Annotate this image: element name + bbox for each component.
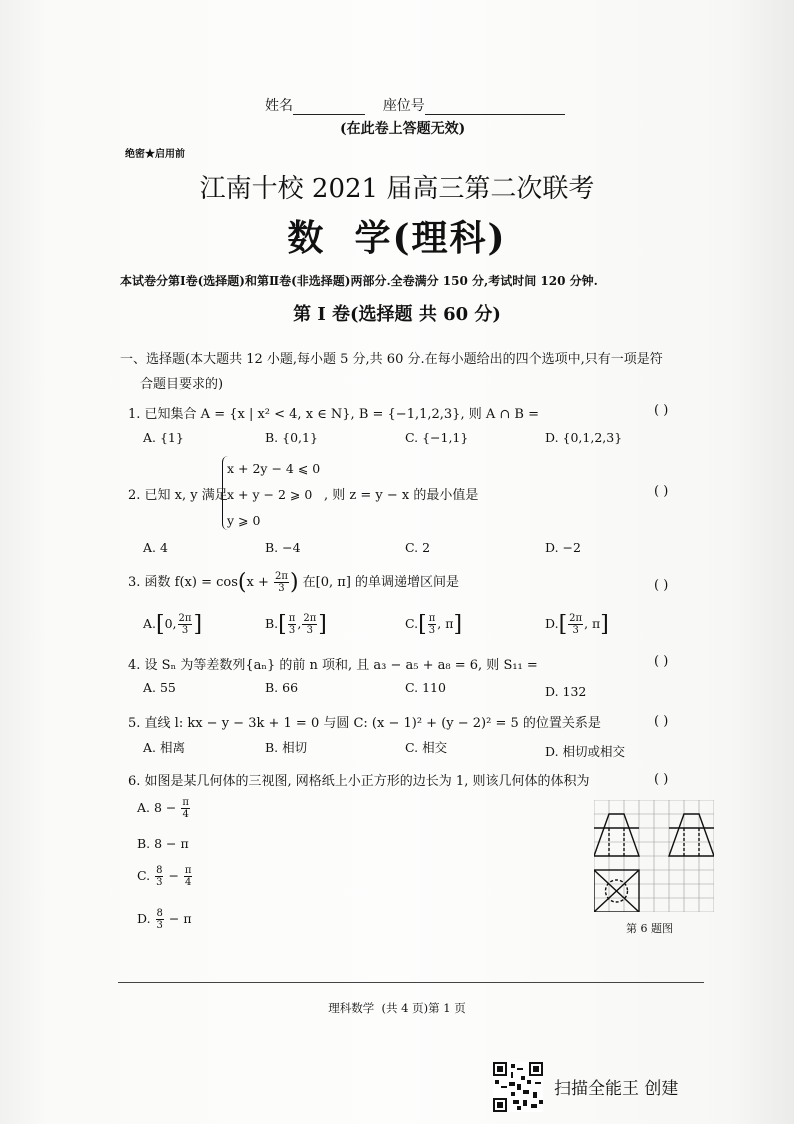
- q3-b-den1: 3: [288, 625, 296, 636]
- q2-suffix: , 则 z = y − x 的最小值是: [324, 488, 479, 503]
- side-view: [669, 814, 714, 856]
- q3-c-bracket-close: ]: [453, 612, 463, 637]
- q5-stem: 5. 直线 l: kx − y − 3k + 1 = 0 与圆 C: (x − 1)² + (y − 2)² = 5 的位置关系是: [128, 716, 601, 731]
- q2-constraints: [227, 456, 320, 534]
- q1-option-d: D. {0,1,2,3}: [545, 430, 623, 445]
- q3-d-bracket-close: ]: [600, 612, 609, 637]
- q3-b-bracket-open: [: [278, 612, 287, 637]
- q6-figure-caption: 第 6 题图: [626, 922, 673, 935]
- q3-a-left: 0,: [164, 616, 177, 631]
- q2-answer-paren: ( ): [654, 484, 669, 499]
- q3-option-b: B.[ $\frac{\pi}{3}$ , $\frac{2\pi}{3}$ ]: [265, 612, 327, 637]
- q3-paren-close: ): [289, 570, 299, 595]
- q3-b-label: B.: [265, 616, 279, 631]
- q3-option-d: [545, 612, 609, 637]
- q1-option-a: A. {1}: [143, 430, 184, 445]
- q6-c-num1: 8: [156, 865, 163, 876]
- q6-option-b: B. 8 − π: [137, 836, 189, 851]
- q3-suffix: 在[0, π] 的单调递增区间是: [302, 575, 460, 590]
- q3-paren-open: (: [237, 570, 247, 595]
- q6-d-label: D.: [137, 911, 151, 926]
- q6-d-right: − π: [168, 911, 192, 926]
- q3-option-a: [143, 612, 202, 637]
- q3-option-c: [405, 612, 462, 637]
- q1-stem: 1. 已知集合 A = {x | x² < 4, x ∈ N}, B = {−1,1,2,3}, 则 A ∩ B =: [128, 407, 539, 422]
- section-instruction-2: 合题目要求的): [140, 377, 224, 392]
- q1-option-b: B. {0,1}: [265, 430, 318, 445]
- q6-stem: 6. 如图是某几何体的三视图, 网格纸上小正方形的边长为 1, 则该几何体的体积为: [128, 774, 590, 789]
- exam-title: 江南十校 2021 届高三第二次联考: [199, 174, 595, 204]
- q1-answer-paren: ( ): [654, 403, 669, 418]
- q3-b-frac1: [288, 613, 297, 636]
- q2-constraint-2: x + y − 2 ⩾ 0: [227, 487, 313, 502]
- q6-c-den2: 4: [185, 877, 192, 888]
- name-blank: [293, 100, 365, 115]
- q6-c-mid: −: [168, 868, 179, 883]
- q3-d-num: 2π: [569, 613, 583, 624]
- q3-d-right: , π: [584, 616, 601, 631]
- q3-fraction: [274, 571, 289, 594]
- name-seat-line: [265, 95, 565, 115]
- q6-answer-paren: ( ): [654, 772, 669, 787]
- q3-a-bracket-open: [: [156, 612, 165, 637]
- q2-option-b: B. −4: [265, 540, 301, 555]
- q3-a-bracket-close: ]: [193, 612, 203, 637]
- q6-option-d: [137, 908, 192, 931]
- q6-d-frac: [156, 908, 164, 931]
- q4-option-a: A. 55: [143, 680, 176, 695]
- q6-a-den: 4: [182, 809, 189, 820]
- q3-c-num: π: [428, 613, 436, 624]
- q6-c-frac2: [184, 865, 193, 888]
- q3-a-label: A.: [143, 616, 157, 631]
- q3-frac-num: 2π: [275, 571, 288, 582]
- q3-d-den: 3: [572, 625, 579, 636]
- q3-frac-den: 3: [278, 583, 285, 594]
- q4-stem: 4. 设 Sₙ 为等差数列{aₙ} 的前 n 项和, 且 a₃ − a₅ + a₈ = 6, 则 S₁₁ =: [128, 658, 538, 673]
- exam-intro: 本试卷分第Ⅰ卷(选择题)和第Ⅱ卷(非选择题)两部分.全卷满分 150 分,考试时间 120 分钟.: [120, 274, 598, 288]
- q3-b-num1: π: [288, 613, 296, 624]
- q4-option-c: C. 110: [405, 680, 446, 695]
- q3-b-den2: 3: [306, 625, 313, 636]
- q2-option-c: C. 2: [405, 540, 431, 555]
- q3-a-num: 2π: [178, 613, 192, 624]
- q4-option-d: D. 132: [545, 684, 587, 699]
- q3-c-frac: [428, 613, 437, 636]
- q6-d-num: 8: [156, 908, 163, 919]
- q5-option-b: B. 相切: [265, 740, 308, 755]
- footer-rule: [118, 982, 704, 983]
- q6-c-den1: 3: [156, 877, 163, 888]
- q6-a-num: π: [182, 797, 189, 808]
- q6-three-view-figure: [594, 800, 714, 912]
- q6-c-frac1: [155, 865, 163, 888]
- page-footer: 理科数学 (共 4 页)第 1 页: [328, 1001, 466, 1015]
- q4-option-b: B. 66: [265, 680, 299, 695]
- q2-option-a: A. 4: [143, 540, 168, 555]
- secret-mark: 绝密★启用前: [125, 149, 185, 160]
- q3-c-bracket-open: [: [418, 612, 427, 637]
- q3-b-num2: 2π: [303, 613, 317, 624]
- q3-b-frac2: [302, 613, 317, 636]
- q6-c-label: C.: [137, 868, 151, 883]
- q3-a-den: 3: [181, 625, 189, 636]
- scanner-watermark-label: 扫描全能王 创建: [554, 1079, 679, 1099]
- seat-blank: [425, 100, 565, 115]
- subject-title: 数 学(理科): [287, 217, 507, 259]
- qr-code-icon: [493, 1062, 543, 1112]
- q2-constraint-3: y ⩾ 0: [227, 513, 261, 528]
- q3-stem: [128, 570, 459, 595]
- q2-option-d: D. −2: [545, 540, 581, 555]
- q3-c-label: C.: [405, 616, 419, 631]
- q6-a-frac: [181, 797, 190, 820]
- q2-prefix: 2. 已知 x, y 满足: [128, 488, 228, 503]
- q3-c-right: , π: [437, 616, 454, 631]
- q5-option-d: D. 相切或相交: [545, 744, 626, 759]
- q3-d-label: D.: [545, 616, 559, 631]
- section-title: 第 Ⅰ 卷(选择题 共 60 分): [293, 304, 501, 325]
- q4-answer-paren: ( ): [654, 654, 669, 669]
- invalid-note: (在此卷上答题无效): [340, 121, 466, 137]
- name-label: 姓名: [265, 98, 293, 114]
- q5-answer-paren: ( ): [654, 714, 669, 729]
- q3-b-bracket-close: ]: [318, 612, 327, 637]
- section-instruction-1: 一、选择题(本大题共 12 小题,每小题 5 分,共 60 分.在每小题给出的四个选项中,只有一项是符: [120, 352, 663, 367]
- q3-answer-paren: ( ): [654, 578, 669, 593]
- q6-option-a: [137, 797, 191, 820]
- q6-option-c: [137, 865, 193, 888]
- q5-option-a: A. 相离: [143, 740, 185, 755]
- q6-c-num2: π: [184, 865, 192, 876]
- q3-d-bracket-open: [: [558, 612, 568, 637]
- seat-label: 座位号: [382, 98, 425, 114]
- q3-a-frac: [178, 613, 193, 636]
- q5-option-c: C. 相交: [405, 740, 448, 755]
- q1-option-c: C. {−1,1}: [405, 430, 469, 445]
- q2-constraint-1: x + 2y − 4 ⩽ 0: [227, 461, 321, 476]
- q6-a-label: A. 8 −: [137, 800, 177, 815]
- q3-c-den: 3: [428, 625, 436, 636]
- q3-prefix: 3. 函数 f(x) = cos: [128, 575, 238, 590]
- q3-d-frac: [568, 613, 583, 636]
- q3-inner: x +: [246, 575, 269, 590]
- q6-d-den: 3: [156, 920, 163, 931]
- front-view: [594, 814, 639, 856]
